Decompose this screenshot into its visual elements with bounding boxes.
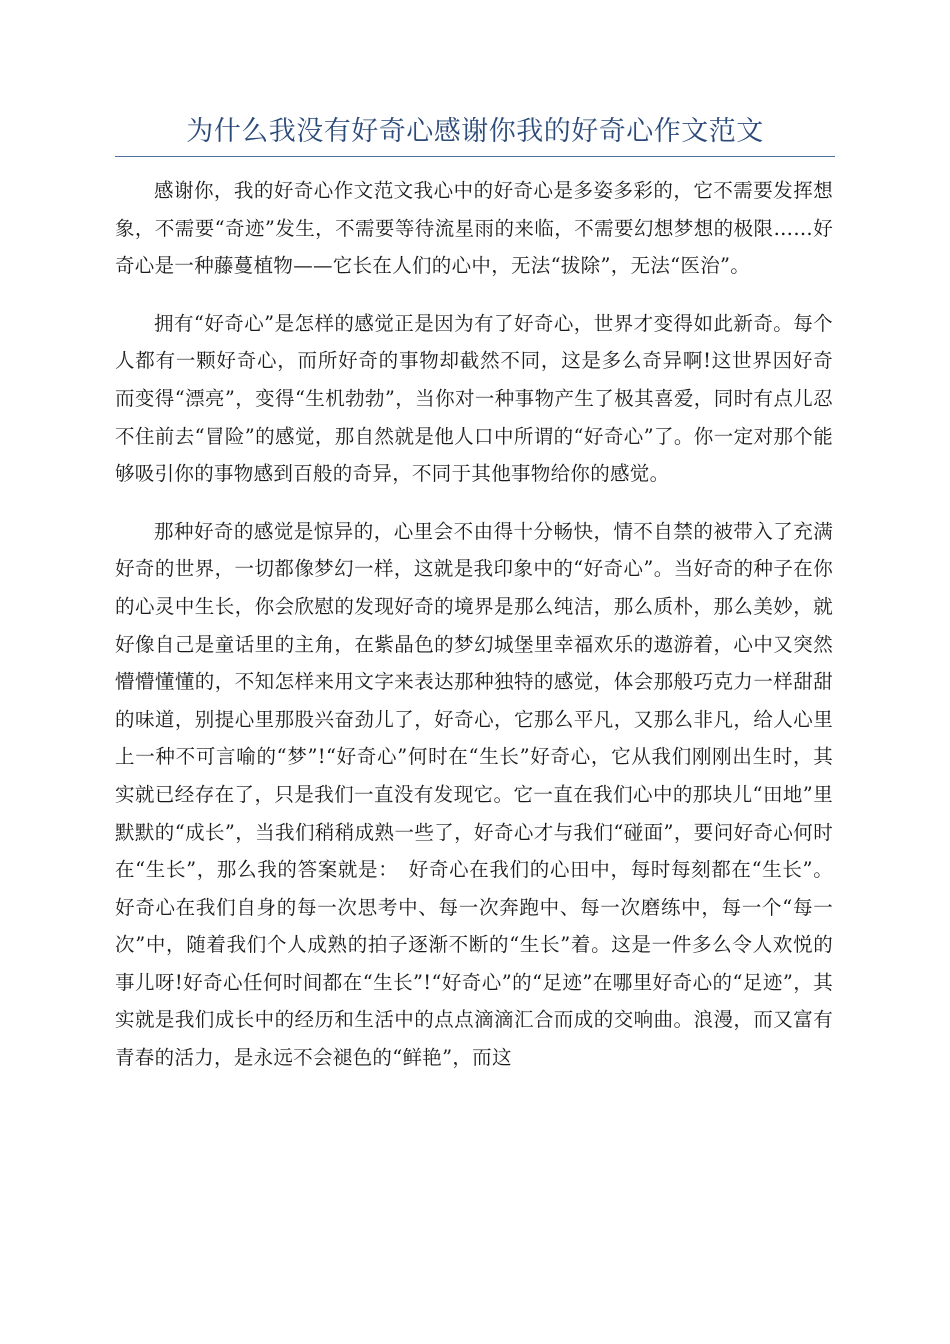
paragraph-1: 感谢你，我的好奇心作文范文我心中的好奇心是多姿多彩的，它不需要发挥想象，不需要“奇迹”发生，不需要等待流星雨的来临，不需要幻想梦想的极限……好奇心是一种藤蔓植物——它长在人们的心中，无法“拔除”，无法“医治”。 [115,179,833,278]
paragraph-2: 拥有“好奇心”是怎样的感觉正是因为有了好奇心，世界才变得如此新奇。每个人都有一颗好奇心，而所好奇的事物却截然不同，这是多么奇异啊!这世界因好奇而变得“漂亮”，变得“生机勃勃”，当你对一种事物产生了极其喜爱，同时有点儿忍不住前去“冒险”的感觉，那自然就是他人口中所谓的“好奇心”了。你一定对那个能够吸引你的事物感到百般的奇异，不同于其他事物给你的感觉。 [115,311,833,486]
title-block [115,112,835,157]
document-title: 为什么我没有好奇心感谢你我的好奇心作文范文 [186,116,764,147]
document-body [115,172,833,1097]
paragraph-3: 那种好奇的感觉是惊异的，心里会不由得十分畅快，情不自禁的被带入了充满好奇的世界，一切都像梦幻一样，这就是我印象中的“好奇心”。当好奇的种子在你的心灵中生长，你会欣慰的发现好奇的境界是那么纯洁，那么质朴，那么美妙，就好像自己是童话里的主角，在紫晶色的梦幻城堡里幸福欢乐的遨游着，心中又突然懵懵懂懂的，不知怎样来用文字来表达那种独特的感觉，体会那般巧克力一样甜甜的味道，别提心里那股兴奋劲儿了，好奇心，它那么平凡，又那么非凡，给人心里上一种不可言喻的“梦”!“好奇心”何时在“生长”好奇心，它从我们刚刚出生时，其实就已经存在了，只是我们一直没有发现它。它一直在我们心中的那块儿“田地”里默默的“成长”，当我们稍稍成熟一些了，好奇心才与我们“碰面”，要问好奇心何时在“生长”，那么我的答案就是： 好奇心在我们的心田中，每时每刻都在“生长”。好奇心在我们自身的每一次思考中、每一次奔跑中、每一次磨练中，每一个“每一次”中，随着我们个人成熟的拍子逐渐不断的“生长”着。这是一件多么令人欢悦的事儿呀!好奇心任何时间都在“生长”!“好奇心”的“足迹”在哪里好奇心的“足迹”，其实就是我们成长中的经历和生活中的点点滴滴汇合而成的交响曲。浪漫，而又富有青春的活力，是永远不会褪色的“鲜艳”，而这 [115,519,833,1070]
